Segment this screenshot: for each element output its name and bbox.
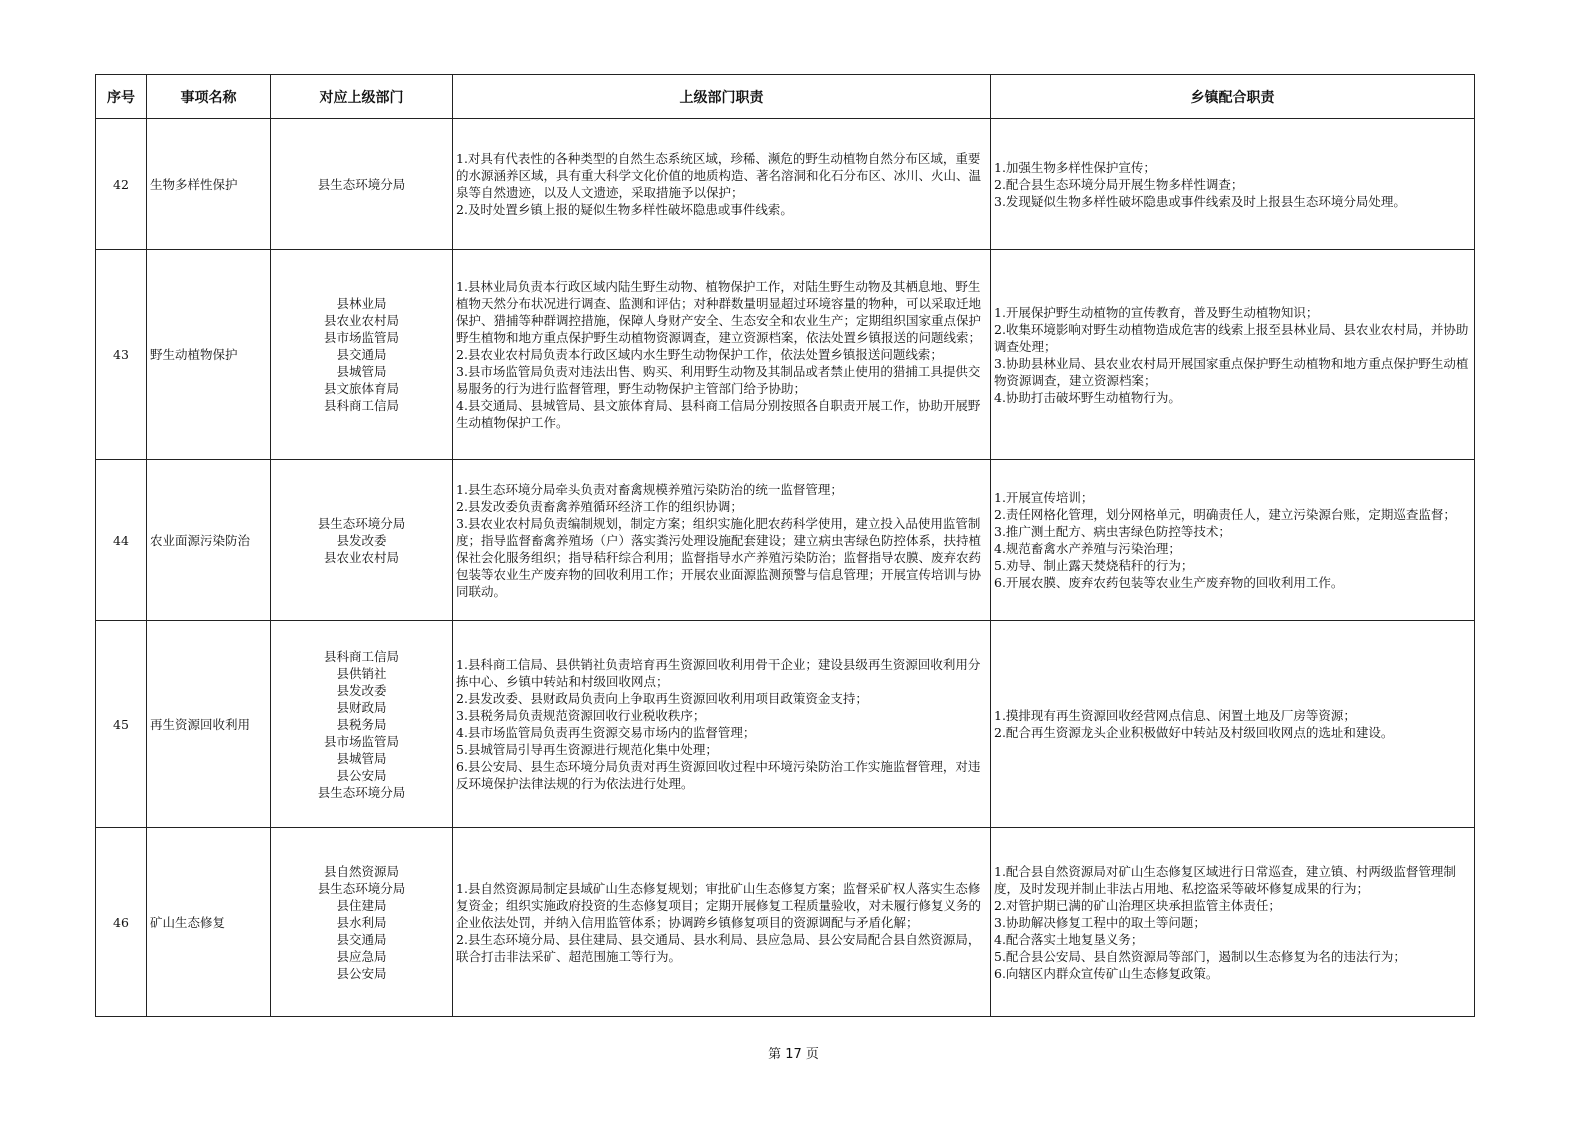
- table-row: [96, 460, 1475, 621]
- page-number: 第 17 页: [768, 1047, 819, 1062]
- dept-name: 县市场监管局: [323, 330, 399, 345]
- duty-item: 2.县发改委负责畜禽养殖循环经济工作的组织协调；: [456, 498, 743, 514]
- town-duty-item: 2.配合县生态环境分局开展生物多样性调查；: [994, 176, 1244, 192]
- row-number: 43: [96, 250, 147, 460]
- item-name: 野生动植物保护: [147, 250, 271, 460]
- duty-item: 1.县林业局负责本行政区域内陆生野生动物、植物保护工作，对陆生野生动物及其栖息地、野生植物天然分布状况进行调查、监测和评估；对种群数量明显超过环境容量的物种，可以采取迁地保护、猎捕等种群调控措施，保障人身财产安全、生态安全和农业生产；定期组织国家重点保护野生植物和地方重点保护野生动植物资源调查，建立资源档案，依法处置乡镇报送的问题线索；: [456, 279, 982, 345]
- header-superior-dept: 对应上级部门: [271, 75, 453, 119]
- item-name: 矿山生态修复: [147, 828, 271, 1017]
- superior-duty-cell: [453, 119, 991, 250]
- duty-item: 1.县生态环境分局牵头负责对畜禽规模养殖污染防治的统一监督管理；: [456, 481, 843, 497]
- town-duty-item: 6.开展农膜、废弃农药包装等农业生产废弃物的回收利用工作。: [994, 575, 1344, 590]
- duty-item: 3.县农业农村局负责编制规划，制定方案；组织实施化肥农药科学使用，建立投入品使用监管制度；指导监督畜禽养殖场（户）落实粪污处理设施配套建设；建立病虫害绿色防控体系，扶持植保社会化服务组织；指导秸秆综合利用；监督指导水产养殖污染防治；监督指导农膜、废弃农药包装等农业生产废弃物的回收利用工作；开展农业面源监测预警与信息管理；开展宣传培训与协同联动。: [456, 515, 982, 599]
- town-duty-item: 2.责任网格化管理，划分网格单元，明确责任人，建立污染源台账，定期巡查监督；: [994, 507, 1456, 522]
- town-duty-cell: [991, 828, 1475, 1017]
- header-superior-duty: 上级部门职责: [453, 75, 991, 119]
- dept-name: 县科商工信局: [323, 648, 399, 664]
- table-row: [96, 621, 1475, 828]
- superior-dept-cell: [271, 250, 453, 460]
- dept-name: 县税务局: [336, 716, 387, 732]
- town-duty-item: 4.协助打击破坏野生动植物行为。: [994, 389, 1181, 405]
- town-duty-item: 2.配合再生资源龙头企业积极做好中转站及村级回收网点的选址和建设。: [994, 725, 1394, 740]
- duty-table: [95, 74, 1475, 1017]
- duty-item: 2.及时处置乡镇上报的疑似生物多样性破坏隐患或事件线索。: [456, 202, 793, 217]
- town-duty-item: 6.向辖区内群众宣传矿山生态修复政策。: [994, 965, 1219, 981]
- town-duty-cell: [991, 250, 1475, 460]
- header-no: 序号: [96, 75, 147, 119]
- dept-name: 县科商工信局: [323, 398, 399, 413]
- item-name: 生物多样性保护: [147, 119, 271, 250]
- dept-name: 县水利局: [336, 914, 387, 930]
- dept-name: 县生态环境分局: [317, 176, 406, 192]
- duty-item: 2.县生态环境分局、县住建局、县交通局、县水利局、县应急局、县公安局配合县自然资源局，联合打击非法采矿、超范围施工等行为。: [456, 931, 981, 964]
- town-duty-cell: [991, 621, 1475, 828]
- dept-name: 县城管局: [336, 364, 387, 379]
- dept-name: 县林业局: [336, 296, 387, 311]
- town-duty-item: 5.劝导、制止露天焚烧秸秆的行为；: [994, 558, 1194, 573]
- dept-name: 县发改委: [336, 682, 387, 698]
- superior-dept-cell: [271, 828, 453, 1017]
- item-name: 再生资源回收利用: [147, 621, 271, 828]
- town-duty-item: 1.加强生物多样性保护宣传；: [994, 159, 1156, 175]
- table-body: [96, 119, 1475, 1017]
- item-name: 农业面源污染防治: [147, 460, 271, 621]
- dept-name: 县发改委: [336, 532, 387, 548]
- header-row: [96, 75, 1475, 119]
- superior-duty-cell: [453, 460, 991, 621]
- dept-name: 县市场监管局: [323, 733, 399, 749]
- town-duty-item: 3.推广测土配方、病虫害绿色防控等技术；: [994, 524, 1231, 539]
- duty-item: 2.县发改委、县财政局负责向上争取再生资源回收利用项目政策资金支持；: [456, 691, 868, 706]
- row-number: 44: [96, 460, 147, 621]
- dept-name: 县生态环境分局: [317, 515, 406, 531]
- duty-item: 1.县自然资源局制定县域矿山生态修复规划；审批矿山生态修复方案；监督采矿权人落实生态修复资金；组织实施政府投资的生态修复项目；定期开展修复工程质量验收，对未履行修复义务的企业依法处罚，并纳入信用监管体系；协调跨乡镇修复项目的资源调配与矛盾化解；: [456, 880, 982, 930]
- duty-item: 2.县农业农村局负责本行政区域内水生野生动物保护工作，依法处置乡镇报送问题线索；: [456, 347, 943, 362]
- duty-item: 6.县公安局、县生态环境分局负责对再生资源回收过程中环境污染防治工作实施监督管理，对违反环境保护法律法规的行为依法进行处理。: [456, 759, 981, 791]
- town-duty-item: 4.规范畜禽水产养殖与污染治理；: [994, 541, 1181, 556]
- dept-name: 县交通局: [336, 347, 387, 362]
- duty-item: 4.县交通局、县城管局、县文旅体育局、县科商工信局分别按照各自职责开展工作，协助开展野生动植物保护工作。: [456, 398, 981, 430]
- town-duty-item: 3.发现疑似生物多样性破坏隐患或事件线索及时上报县生态环境分局处理。: [994, 193, 1406, 209]
- dept-name: 县农业农村局: [323, 549, 399, 565]
- town-duty-item: 1.开展宣传培训；: [994, 490, 1094, 505]
- duty-item: 4.县市场监管局负责再生资源交易市场内的监督管理；: [456, 725, 756, 740]
- header-town-duty: 乡镇配合职责: [991, 75, 1475, 119]
- dept-name: 县住建局: [336, 897, 387, 913]
- dept-name: 县生态环境分局: [317, 880, 406, 896]
- row-number: 46: [96, 828, 147, 1017]
- superior-dept-cell: [271, 460, 453, 621]
- superior-duty-cell: [453, 621, 991, 828]
- table-row: [96, 250, 1475, 460]
- duty-item: 3.县税务局负责规范资源回收行业税收秩序；: [456, 708, 706, 723]
- town-duty-item: 3.协助县林业局、县农业农村局开展国家重点保护野生动植物和地方重点保护野生动植物资源调查，建立资源档案；: [994, 355, 1469, 388]
- town-duty-item: 4.配合落实土地复垦义务；: [994, 931, 1144, 947]
- table-row: [96, 828, 1475, 1017]
- dept-name: 县公安局: [336, 965, 387, 981]
- superior-duty-cell: [453, 250, 991, 460]
- dept-name: 县城管局: [336, 750, 387, 766]
- superior-dept-cell: [271, 119, 453, 250]
- town-duty-item: 2.收集环境影响对野生动植物造成危害的线索上报至县林业局、县农业农村局，并协助调查处理；: [994, 321, 1469, 354]
- dept-name: 县公安局: [336, 767, 387, 783]
- town-duty-item: 2.对管护期已满的矿山治理区块承担监管主体责任；: [994, 897, 1281, 913]
- table-row: [96, 119, 1475, 250]
- dept-name: 县农业农村局: [323, 313, 399, 328]
- dept-name: 县文旅体育局: [323, 381, 399, 396]
- duty-item: 1.对具有代表性的各种类型的自然生态系统区域，珍稀、濒危的野生动植物自然分布区域，重要的水源涵养区域，具有重大科学文化价值的地质构造、著名溶洞和化石分布区、冰川、火山、温泉等自然遗迹，以及人文遗迹，采取措施予以保护；: [456, 151, 982, 200]
- town-duty-item: 1.摸排现有再生资源回收经营网点信息、闲置土地及厂房等资源；: [994, 708, 1356, 723]
- superior-duty-cell: [453, 828, 991, 1017]
- header-item-name: 事项名称: [147, 75, 271, 119]
- town-duty-item: 1.配合县自然资源局对矿山生态修复区域进行日常巡查，建立镇、村两级监督管理制度，及时发现并制止非法占用地、私挖盗采等破坏修复成果的行为；: [994, 863, 1456, 896]
- dept-name: 县自然资源局: [323, 863, 399, 879]
- duty-item: 3.县市场监管局负责对违法出售、购买、利用野生动物及其制品或者禁止使用的猎捕工具提供交易服务的行为进行监督管理，野生动物保护主管部门给予协助；: [456, 364, 981, 396]
- dept-name: 县财政局: [336, 699, 387, 715]
- dept-name: 县交通局: [336, 931, 387, 947]
- superior-dept-cell: [271, 621, 453, 828]
- dept-name: 县供销社: [336, 665, 387, 681]
- dept-name: 县生态环境分局: [317, 784, 406, 800]
- town-duty-item: 5.配合县公安局、县自然资源局等部门，遏制以生态修复为名的违法行为；: [994, 948, 1406, 964]
- row-number: 42: [96, 119, 147, 250]
- town-duty-cell: [991, 119, 1475, 250]
- dept-name: 县应急局: [336, 948, 387, 964]
- town-duty-item: 3.协助解决修复工程中的取土等问题；: [994, 914, 1206, 930]
- row-number: 45: [96, 621, 147, 828]
- town-duty-cell: [991, 460, 1475, 621]
- town-duty-item: 1.开展保护野生动植物的宣传教育，普及野生动植物知识；: [994, 304, 1319, 320]
- duty-item: 5.县城管局引导再生资源进行规范化集中处理；: [456, 742, 718, 757]
- duty-item: 1.县科商工信局、县供销社负责培育再生资源回收利用骨干企业；建设县级再生资源回收利用分拣中心、乡镇中转站和村级回收网点；: [456, 657, 981, 689]
